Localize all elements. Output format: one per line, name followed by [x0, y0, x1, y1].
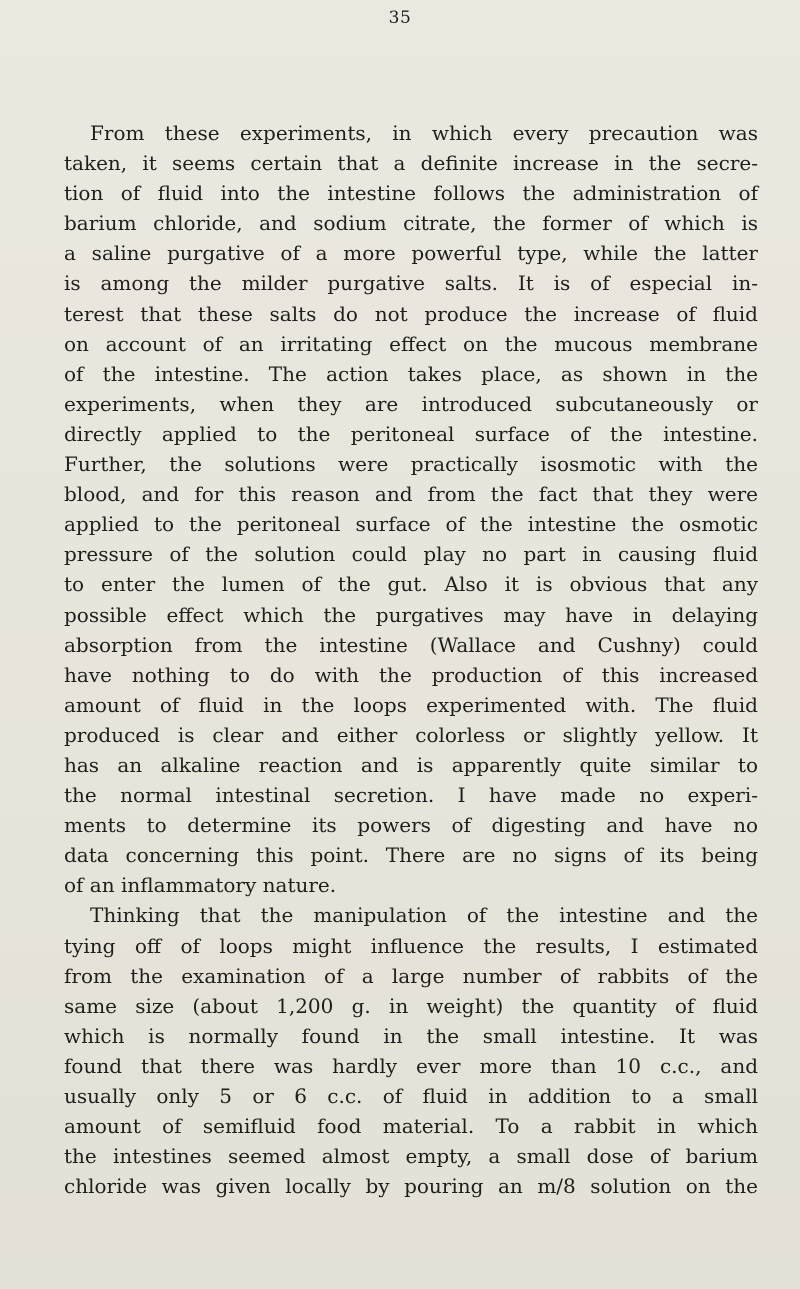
text-line: of an inflammatory nature. [64, 873, 337, 898]
text-line: Thinking that the manipulation of the intestine and the [90, 903, 758, 928]
text-line: amount of fluid in the loops experimented with. The fluid [64, 692, 758, 717]
text-line: of the intestine. The action takes place, as shown in the [64, 361, 758, 386]
text-line: produced is clear and either colorless or slightly yellow. It [64, 722, 758, 747]
text-line: chloride was given locally by pouring an m/8 solution on the [64, 1174, 758, 1199]
text-line: directly applied to the peritoneal surface of the intestine. [64, 421, 758, 446]
text-line: ments to determine its powers of digesting and have no [64, 813, 758, 838]
text-line: the intestines seemed almost empty, a small dose of barium [64, 1144, 758, 1169]
text-line: terest that these salts do not produce the increase of fluid [64, 301, 758, 326]
text-line: on account of an irritating effect on the mucous membrane [64, 331, 758, 356]
text-line: is among the milder purgative salts. It is of especial in- [64, 271, 758, 296]
text-line: blood, and for this reason and from the fact that they were [64, 482, 758, 507]
text-line: from the examination of a large number of rabbits of the [64, 963, 758, 988]
text-line: has an alkaline reaction and is apparently quite similar to [64, 752, 758, 777]
text-line: found that there was hardly ever more than 10 c.c., and [64, 1053, 758, 1078]
text-line: pressure of the solution could play no part in causing fluid [64, 542, 758, 567]
text-line: tion of fluid into the intestine follows the administration of [64, 181, 758, 206]
text-line: From these experiments, in which every precaution was [90, 121, 758, 145]
text-line: applied to the peritoneal surface of the intestine the osmotic [64, 512, 758, 537]
text-line: same size (about 1,200 g. in weight) the quantity of fluid [64, 993, 758, 1018]
text-line: which is normally found in the small intestine. It was [64, 1023, 758, 1048]
body-text [64, 118, 758, 1201]
text-line: absorption from the intestine (Wallace and Cushny) could [64, 632, 758, 657]
text-line: the normal intestinal secretion. I have made no experi- [64, 783, 758, 808]
text-line: usually only 5 or 6 c.c. of fluid in addition to a small [64, 1084, 758, 1108]
text-line: experiments, when they are introduced subcutaneously or [64, 391, 758, 416]
text-line: data concerning this point. There are no signs of its being [64, 843, 758, 868]
page-number: 35 [388, 8, 412, 28]
text-line: have nothing to do with the production of this increased [64, 662, 758, 687]
text-line: Further, the solutions were practically isosmotic with the [64, 452, 758, 477]
text-line: possible effect which the purgatives may have in delaying [64, 602, 758, 627]
text-line: to enter the lumen of the gut. Also it is obvious that any [64, 572, 758, 597]
text-line: barium chloride, and sodium citrate, the former of which is [64, 211, 758, 236]
text-line: a saline purgative of a more powerful type, while the latter [64, 241, 758, 266]
text-line: taken, it seems certain that a definite increase in the secre- [64, 151, 758, 176]
text-line: tying off of loops might influence the results, I estimated [64, 933, 758, 958]
text-line: amount of semifluid food material. To a rabbit in which [64, 1114, 758, 1139]
